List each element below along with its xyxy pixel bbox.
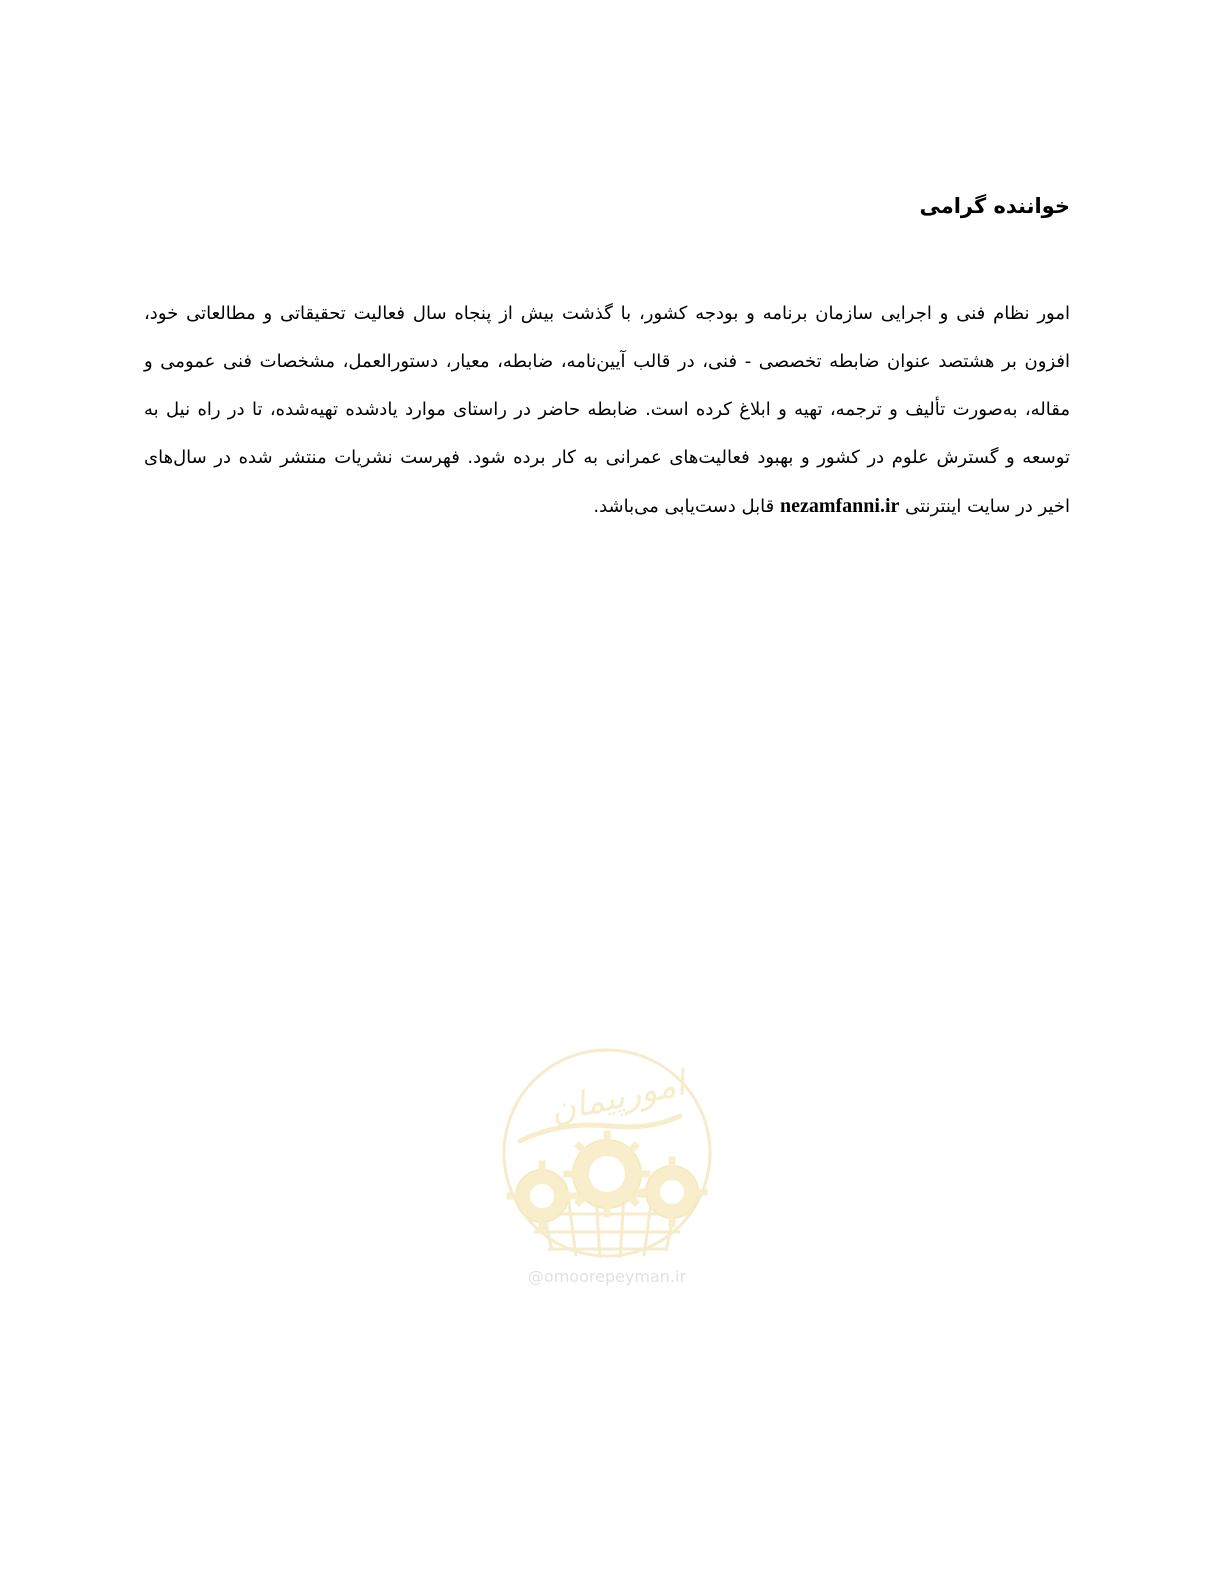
paragraph-text: امور نظام فنی و اجرایی سازمان برنامه و بودجه کشور، با گذشت بیش از پنجاه سال فعالیت تحقیقاتی و مطالعاتی خود، افزون بر هشتصد عنوان ضابطه تخصصی - فنی، در قالب آیین‌نامه، ضابطه، معیار، دستورالعمل، مشخصات فنی عمومی و مقاله، به‌صورت تألیف و ترجمه، تهیه و ابلاغ کرده است. ضابطه حاضر در راستای موارد یادشده تهیه‌شده، تا در راه نیل به توسعه و گسترش علوم در کشور و بهبود فعالیت‌های عمرانی به کار برده شود. فهرست نشریات منتشر شده در سال‌های اخیر در سایت اینترنتی (144, 303, 1070, 517)
watermark-script-text: امورپیمان (546, 1063, 689, 1131)
watermark-site-text: @omoorepeyman.ir (527, 1267, 687, 1286)
intro-paragraph (144, 290, 1070, 531)
paragraph-text-end: قابل دست‌یابی می‌باشد. (593, 496, 775, 517)
watermark-logo (500, 1046, 714, 1296)
website-link[interactable]: nezamfanni.ir (779, 495, 900, 517)
page-title: خواننده گرامی (919, 194, 1070, 218)
